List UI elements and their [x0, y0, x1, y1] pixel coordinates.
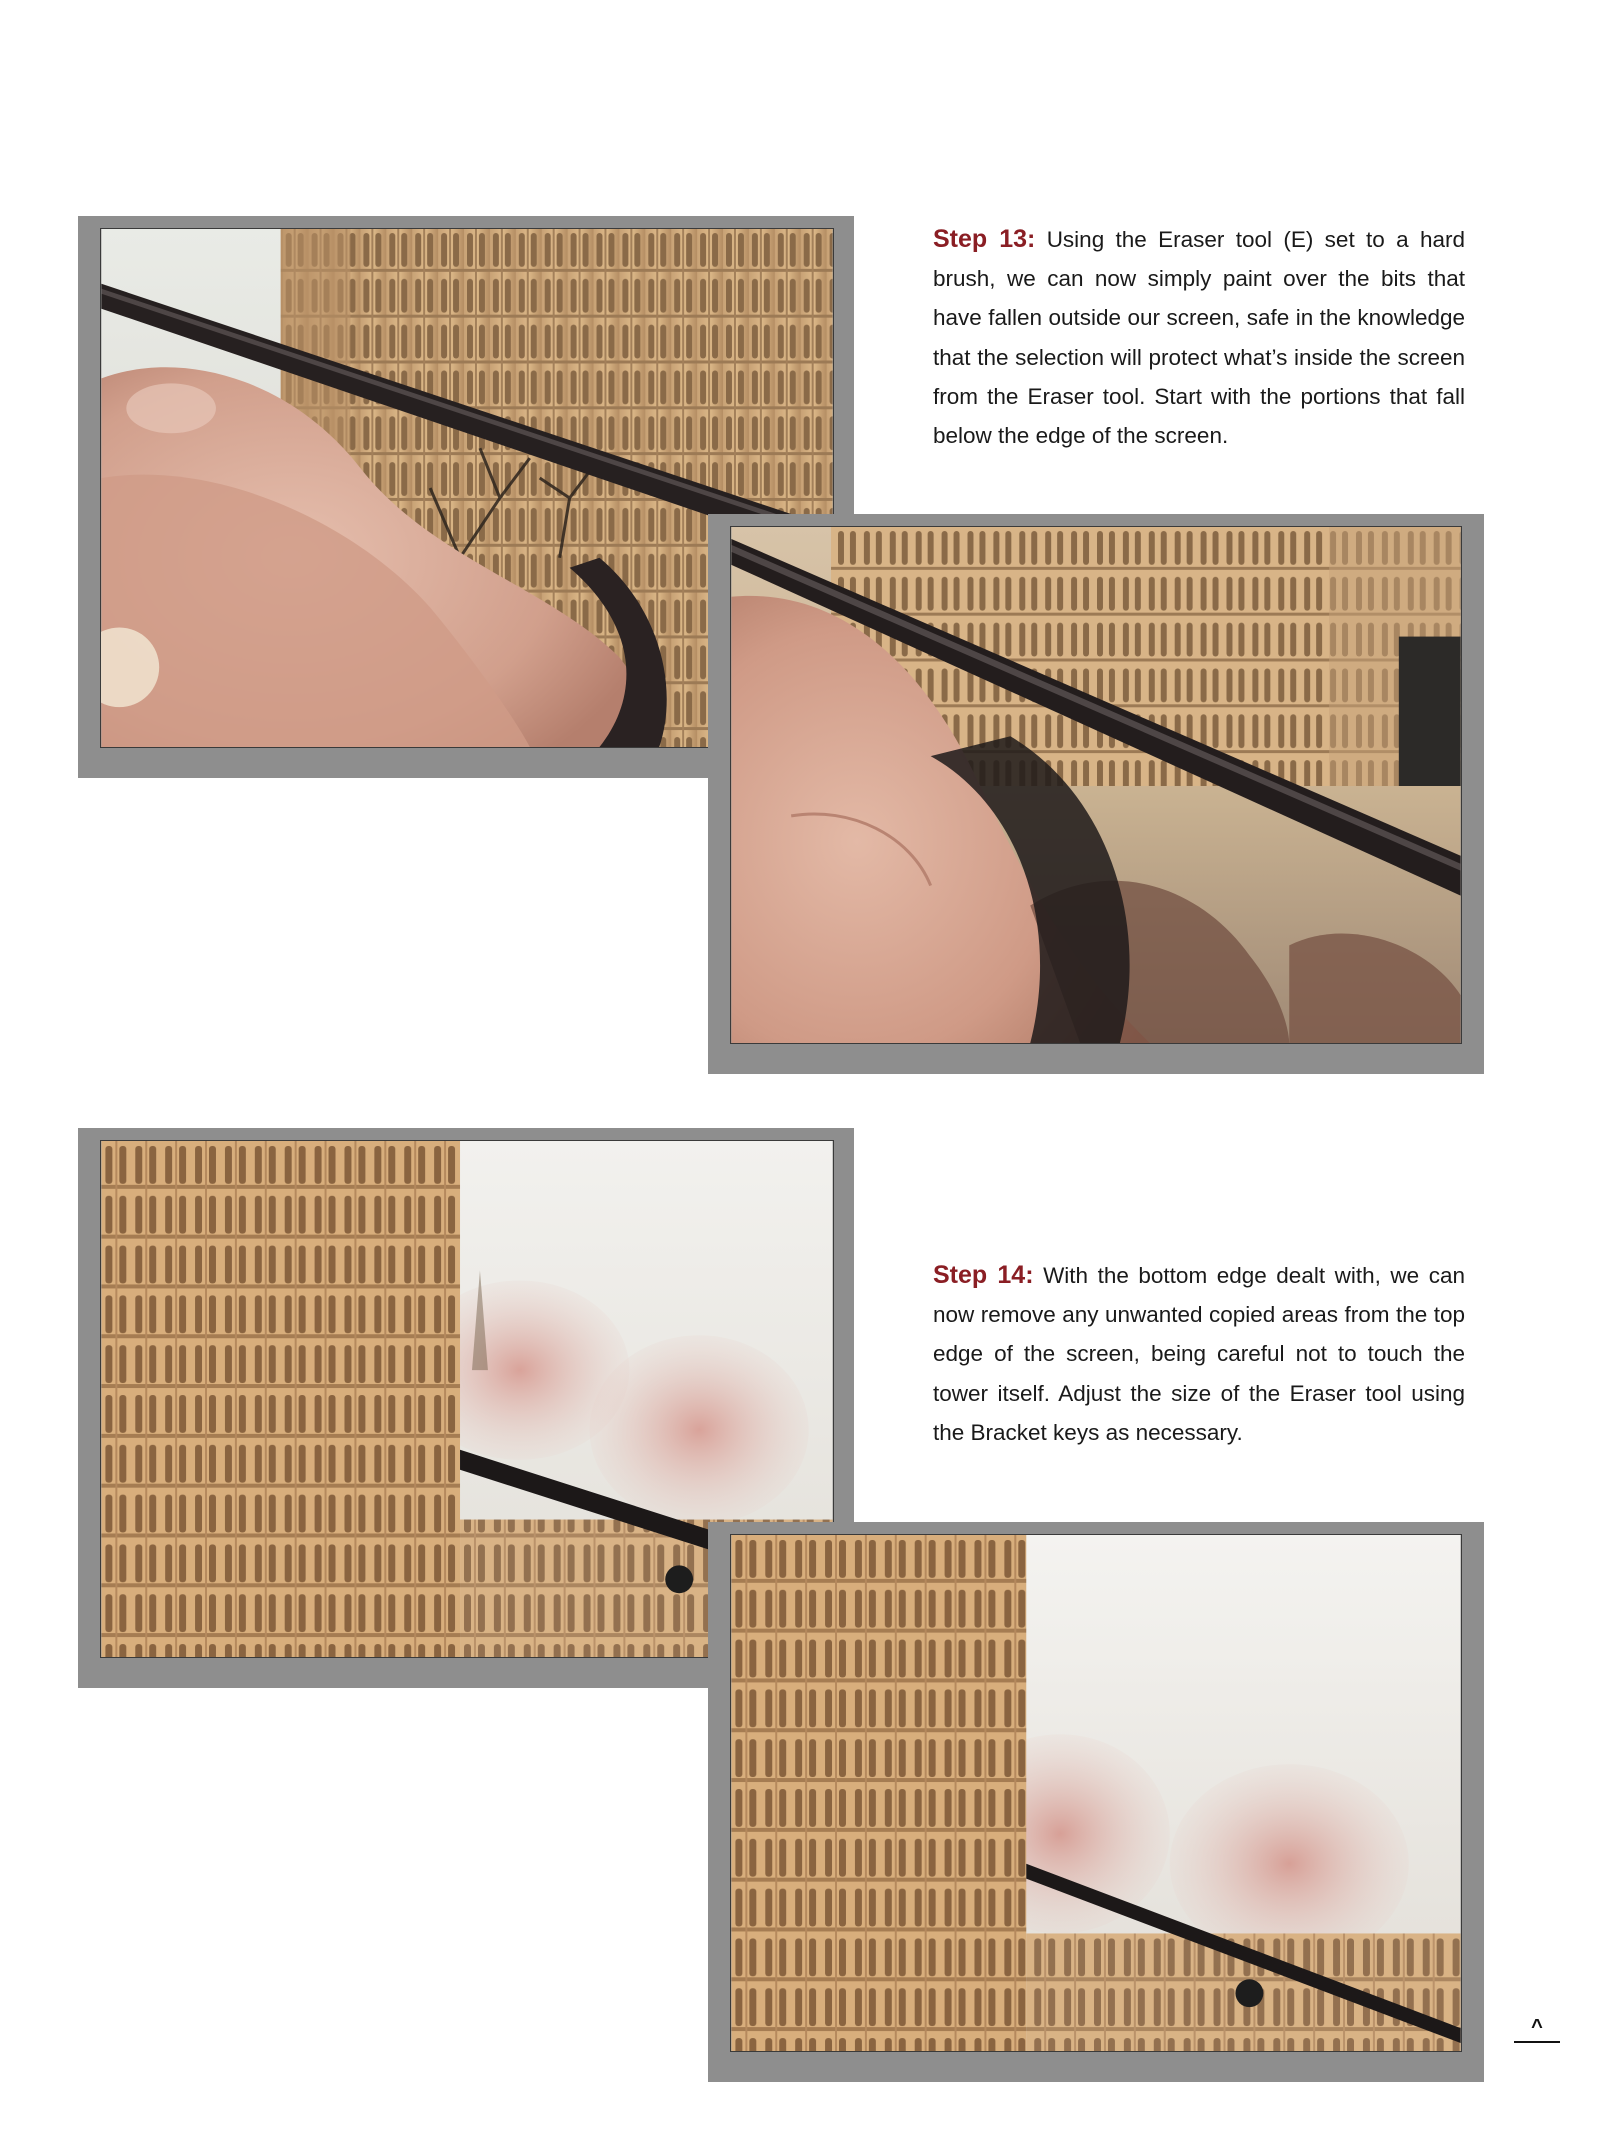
step-13-text [933, 220, 1465, 455]
back-to-top-link[interactable]: ^ [1514, 2016, 1560, 2043]
step-14-screenshot-after [708, 1522, 1484, 2082]
step-14-label: Step 14: [933, 1261, 1034, 1289]
step-13-label: Step 13: [933, 225, 1036, 253]
step-14-text [933, 1256, 1465, 1452]
photo-tower-top-after [730, 1534, 1462, 2052]
photo-hand-tower-after [730, 526, 1462, 1044]
step-13-body: Using the Eraser tool (E) set to a hard brush, we can now simply paint over the bits that have fallen outside our screen, safe in the knowledge that the selection will protect what’s inside the screen from the Eraser tool. Start with the portions that fall below the edge of the screen. [933, 227, 1465, 449]
step-14-body: With the bottom edge dealt with, we can now remove any unwanted copied areas from the top edge of the screen, being careful not to touch the tower itself. Adjust the size of the Eraser tool using the Bracket keys as necessary. [933, 1263, 1465, 1445]
step-13-screenshot-after [708, 514, 1484, 1074]
